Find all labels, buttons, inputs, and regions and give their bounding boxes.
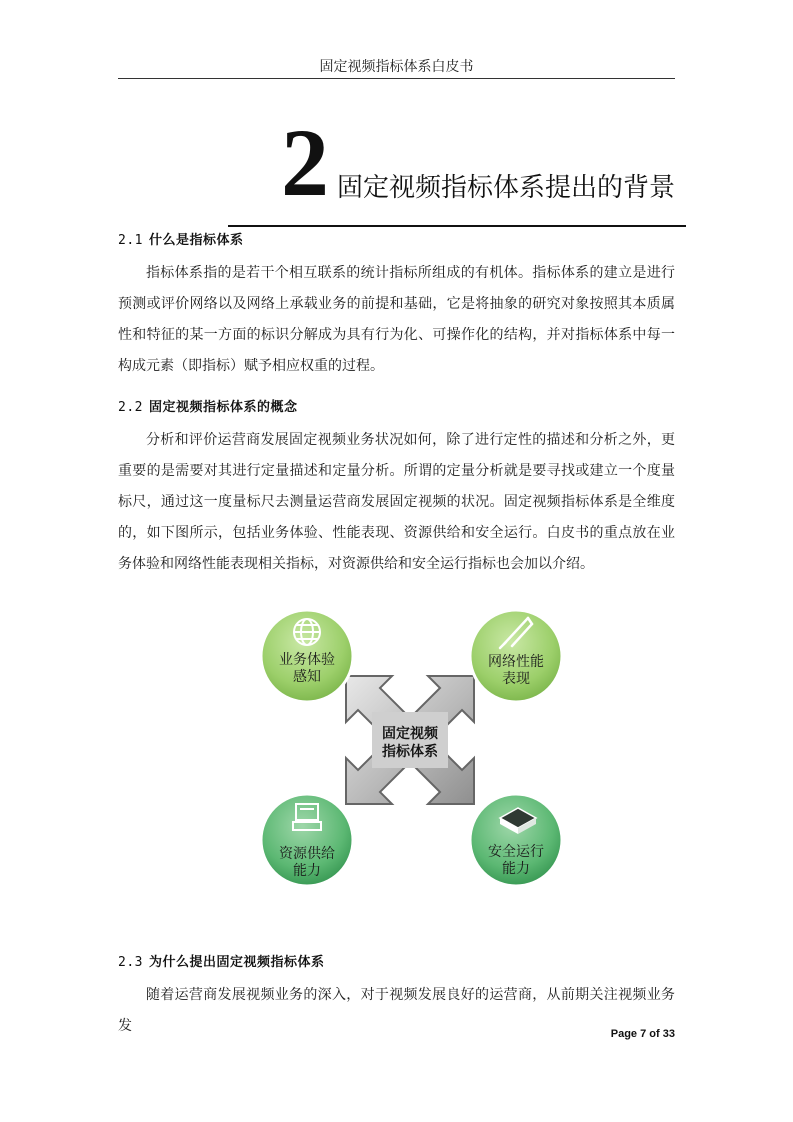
indicator-system-diagram bbox=[250, 596, 570, 896]
diagram-svg bbox=[250, 596, 570, 896]
total-pages: 33 bbox=[662, 1028, 675, 1040]
chapter-title: 固定视频指标体系提出的背景 bbox=[336, 173, 675, 203]
page-label: Page bbox=[610, 1028, 638, 1040]
section-heading-2-3 bbox=[118, 951, 325, 970]
circle-resource-supply bbox=[261, 794, 353, 886]
circle-label-line-2: 感知 bbox=[293, 669, 321, 685]
circle-label-line-2: 能力 bbox=[502, 861, 530, 877]
section-paragraph-2-3: 随着运营商发展视频业务的深入，对于视频发展良好的运营商，从前期关注视频业务发 bbox=[118, 987, 675, 1034]
section-number: 2.3 bbox=[118, 955, 143, 970]
circle-label-line-2: 能力 bbox=[293, 863, 321, 879]
section-paragraph-2-1: 指标体系指的是若干个相互联系的统计指标所组成的有机体。指标体系的建立是进行预测或评价网络以及网络上承载业务的前提和基础，它是将抽象的研究对象按照其本质属性和特征的某一方面的标识分解成为具有行为化、可操作化的结构，并对指标体系中每一构成元素（即指标）赋予相应权重的过程。 bbox=[118, 265, 675, 374]
section-title: 固定视频指标体系的概念 bbox=[148, 400, 298, 415]
center-label-line-1: 固定视频 bbox=[382, 726, 438, 742]
of-label: of bbox=[649, 1028, 660, 1040]
circle-label-line-1: 资源供给 bbox=[279, 846, 335, 862]
circle-label-line-1: 业务体验 bbox=[279, 652, 335, 668]
circle-user-experience bbox=[261, 610, 353, 702]
circle-label-line-1: 网络性能 bbox=[488, 654, 544, 670]
section-number: 2.2 bbox=[118, 400, 143, 415]
page-number bbox=[611, 1028, 675, 1040]
chapter-rule bbox=[228, 225, 686, 227]
section-heading-2-1 bbox=[118, 229, 244, 248]
section-paragraph-2-2: 分析和评价运营商发展固定视频业务状况如何，除了进行定性的描述和分析之外，更重要的是需要对其进行定量描述和定量分析。所谓的定量分析就是要寻找或建立一个度量标尺，通过这一度量标尺去测量运营商发展固定视频的状况。固定视频指标体系是全维度的，如下图所示，包括业务体验、性能表现、资源供给和安全运行。白皮书的重点放在业务体验和网络性能表现相关指标，对资源供给和安全运行指标也会加以介绍。 bbox=[118, 432, 675, 572]
circle-label-line-1: 安全运行 bbox=[488, 844, 544, 860]
chapter-heading bbox=[0, 109, 675, 216]
section-title: 什么是指标体系 bbox=[148, 233, 244, 248]
circle-label-line-2: 表现 bbox=[502, 671, 530, 687]
section-title: 为什么提出固定视频指标体系 bbox=[148, 955, 325, 970]
running-header-title: 固定视频指标体系白皮书 bbox=[319, 59, 474, 75]
section-heading-2-2 bbox=[118, 396, 298, 415]
circle-network-performance bbox=[470, 610, 562, 702]
center-label-line-2: 指标体系 bbox=[382, 744, 438, 760]
header-rule bbox=[118, 78, 675, 79]
section-number: 2.1 bbox=[118, 233, 143, 248]
current-page: 7 bbox=[640, 1028, 647, 1040]
circle-security-operation bbox=[470, 794, 562, 886]
chapter-number: 2 bbox=[280, 109, 329, 216]
